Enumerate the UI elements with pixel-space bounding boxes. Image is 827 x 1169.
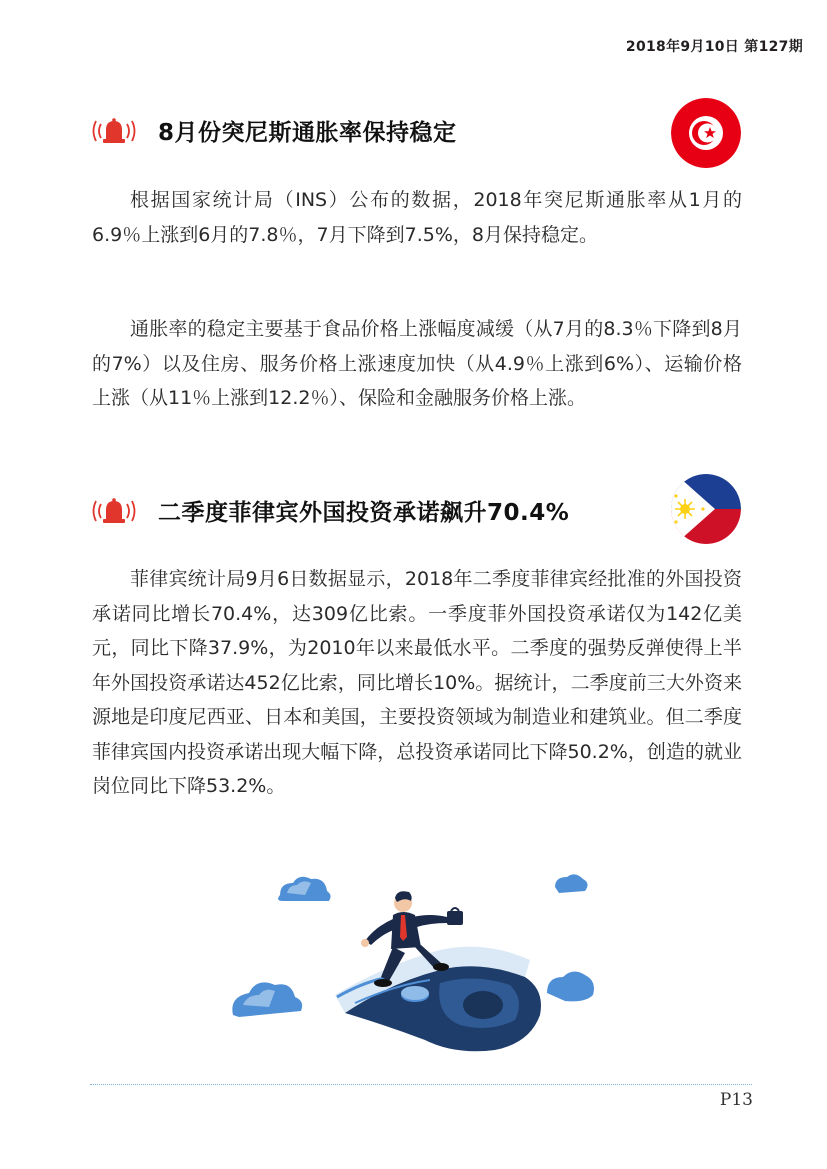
paragraph: 根据国家统计局（INS）公布的数据，2018年突尼斯通胀率从1月的6.9％上涨到6月的7.8％，7月下降到7.5%，8月保持稳定。 [92, 189, 742, 246]
businessman-surfing-banknote-illustration [225, 865, 605, 1065]
section-title: 8月份突尼斯通胀率保持稳定 [158, 120, 457, 146]
section-heading-philippines [92, 494, 569, 527]
header-date-issue: 2018年9月10日 第127期 [625, 39, 803, 55]
page-number: P13 [719, 1090, 753, 1110]
footer-divider [90, 1084, 752, 1085]
section-title: 二季度菲律宾外国投资承诺飙升70.4% [158, 500, 570, 526]
paragraph: 通胀率的稳定主要基于食品价格上涨幅度减缓（从7月的8.3％下降到8月的7%）以及住房、服务价格上涨速度加快（从4.9％上涨到6%）、运输价格上涨（从11％上涨到12.2％）、保险和金融服务价格上涨。 [92, 318, 742, 409]
alarm-bell-icon [92, 496, 136, 526]
philippines-flag-icon [671, 474, 741, 544]
tunisia-flag-icon [671, 98, 741, 168]
section-heading-tunisia [92, 114, 457, 147]
alarm-bell-icon [92, 116, 136, 146]
paragraph: 菲律宾统计局9月6日数据显示，2018年二季度菲律宾经批准的外国投资承诺同比增长70.4%，达309亿比索。一季度菲外国投资承诺仅为142亿美元，同比下降37.9%，为2010年以来最低水平。二季度的强势反弹使得上半年外国投资承诺达452亿比索，同比增长10%。据统计，二季度前三大外资来源地是印度尼西亚、日本和美国，主要投资领域为制造业和建筑业。但二季度菲律宾国内投资承诺出现大幅下降，总投资承诺同比下降50.2%，创造的就业岗位同比下降53.2%。 [92, 568, 742, 797]
